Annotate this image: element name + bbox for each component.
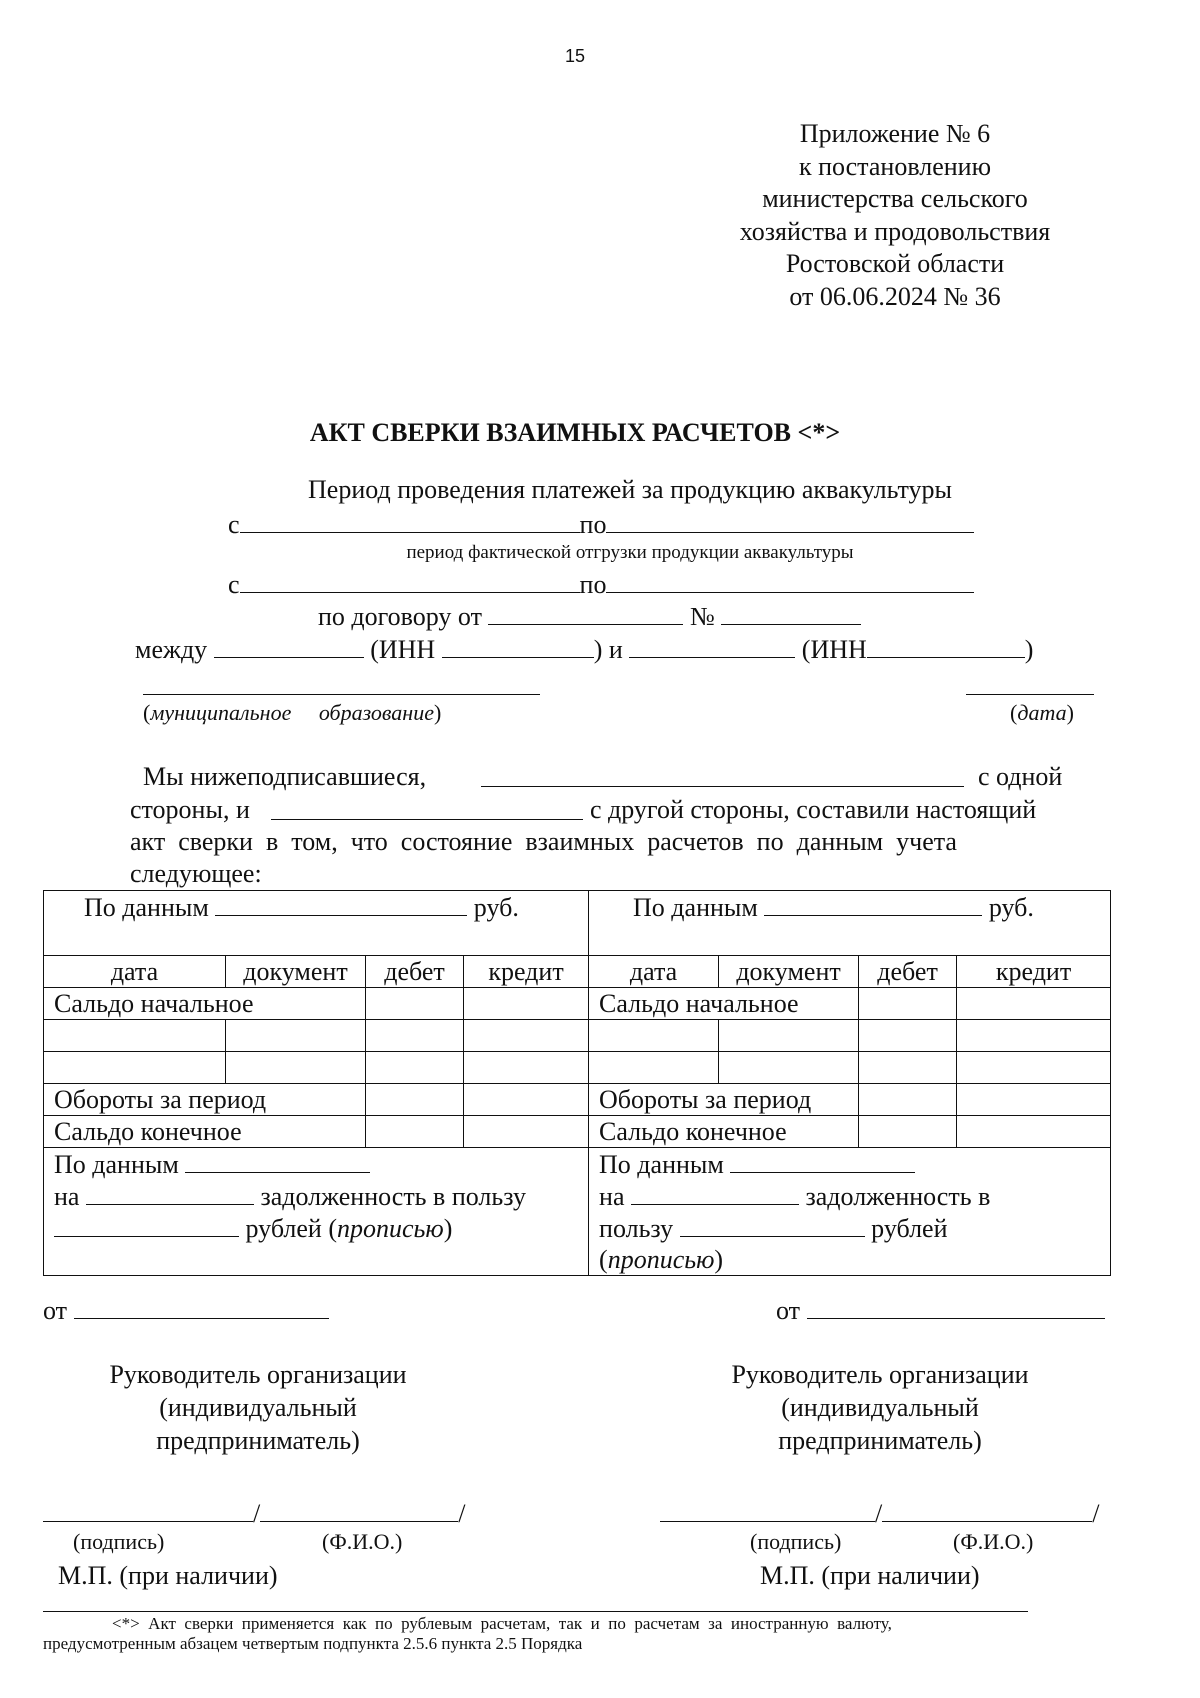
right-signature-row: / / [660,1497,1099,1530]
contract-label: по договору от [318,602,482,631]
table-row [44,988,1111,1020]
appendix-line: Приложение № 6 [799,119,991,148]
col-credit: кредит [464,956,589,988]
payments-from-field[interactable] [240,508,580,533]
cell[interactable] [589,1020,719,1052]
cell[interactable] [464,1020,589,1052]
payments-period-label: Период проведения платежей за продукцию аквакультуры [308,475,952,504]
appendix-line: к постановлению [798,151,992,181]
left-signature-row: / / [43,1497,465,1530]
appendix-line: Ростовской области [785,249,1005,278]
left-name-label: (Ф.И.О.) [322,1529,403,1554]
undersigned-party1-line[interactable] [481,786,964,787]
col-date: дата [589,956,719,988]
left-signature-field[interactable] [43,1497,253,1522]
close-paren: ) [1024,635,1034,664]
payments-to-field[interactable] [606,508,974,533]
municipality-note-text: муниципальное образование [150,700,434,725]
party2-field[interactable] [629,633,795,658]
cell[interactable] [464,1084,589,1116]
contract-row [318,600,861,633]
cell[interactable] [719,1052,859,1084]
cell[interactable] [464,1116,589,1148]
appendix-line: министерства сельского [762,184,1028,213]
reconciliation-table [43,890,1111,1276]
table-row [44,1020,1111,1052]
table-columns-row [44,956,1111,988]
intro-line1-end: с одной [978,762,1063,791]
opening-balance-label: Сальдо начальное [44,988,366,1020]
cell[interactable] [859,1020,957,1052]
closing-balance-label: Сальдо конечное [44,1116,366,1148]
footnote-separator [43,1611,1028,1612]
document-title: АКТ СВЕРКИ ВЗАИМНЫХ РАСЧЕТОВ <*> [309,418,841,447]
cell[interactable] [957,1116,1111,1148]
turnover-label: Обороты за период [589,1084,859,1116]
and-label: и [608,635,623,664]
right-stamp-note: М.П. (при наличии) [760,1561,980,1590]
intro-line3: акт сверки в том, что состояние взаимных расчетов по данным учета [130,827,957,856]
municipality-note: (муниципальное образование) [143,700,442,725]
date-note: (дата) [1010,700,1074,725]
right-date-field[interactable] [807,1294,1105,1319]
appendix-block [660,118,1130,313]
cell[interactable] [957,1084,1111,1116]
left-stamp-note: М.П. (при наличии) [58,1561,278,1590]
left-summary-org-field[interactable] [185,1148,370,1173]
cell[interactable] [859,1084,957,1116]
cell[interactable] [957,1052,1111,1084]
date-note-text: дата [1017,700,1067,725]
intro-line1-start: Мы нижеподписавшиеся, [143,762,427,791]
cell[interactable] [44,1020,226,1052]
cell[interactable] [44,1052,226,1084]
left-summary-date-field[interactable] [86,1180,254,1205]
right-signatory-title: Руководитель организации (индивидуальный предприниматель) [731,1360,1029,1455]
left-debt-summary: По данным на задолженность в пользу рублей (прописью) [44,1148,589,1276]
intro-line4: следующее: [130,859,262,888]
col-document: документ [719,956,859,988]
party1-field[interactable] [214,633,364,658]
shipment-to-field[interactable] [606,568,974,593]
cell[interactable] [957,988,1111,1020]
shipment-period-label: период фактической отгрузки продукции аквакультуры [406,542,854,563]
page-number: 15 [564,46,586,66]
closing-balance-label: Сальдо конечное [589,1116,859,1148]
right-summary-org-field[interactable] [730,1148,915,1173]
contract-number-field[interactable] [721,600,861,625]
col-debit: дебет [859,956,957,988]
cell[interactable] [366,1116,464,1148]
left-fio-field[interactable] [260,1497,458,1522]
right-date-row: от [776,1294,1105,1327]
from-label: с [228,570,240,599]
right-side-header: По данным руб. [589,891,1111,956]
table-row [44,1116,1111,1148]
date-line[interactable] [966,694,1094,695]
between-label: между [135,635,208,664]
intro-line2-end: с другой стороны, составили настоящий [590,795,1037,824]
shipment-from-field[interactable] [240,568,580,593]
cell[interactable] [719,1020,859,1052]
cell[interactable] [957,1020,1111,1052]
number-sign: № [689,602,715,631]
cell[interactable] [226,1052,366,1084]
left-org-field[interactable] [215,891,467,916]
right-debt-summary: По данным на задолженность в пользу рублей (прописью) [589,1148,1111,1276]
table-row [44,1052,1111,1084]
table-row [44,1084,1111,1116]
cell[interactable] [859,988,957,1020]
undersigned-party2-line[interactable] [271,819,583,820]
left-summary-beneficiary-field[interactable] [54,1212,239,1237]
parties-row [135,633,1033,666]
cell[interactable] [859,1116,957,1148]
right-summary-beneficiary-field[interactable] [680,1212,865,1237]
cell[interactable] [464,1052,589,1084]
right-org-field[interactable] [764,891,982,916]
right-fio-field[interactable] [882,1497,1092,1522]
party2-inn-field[interactable] [867,633,1025,658]
shipment-period-row [228,568,974,601]
inn-label: (ИНН [801,635,867,664]
to-label: по [579,570,607,599]
cell[interactable] [226,1020,366,1052]
col-credit: кредит [957,956,1111,988]
cell[interactable] [366,1020,464,1052]
from-label: с [228,510,240,539]
cell[interactable] [859,1052,957,1084]
appendix-line: хозяйства и продовольствия [739,216,1051,246]
footnote-line2: предусмотренным абзацем четвертым подпункта 2.5.6 пункта 2.5 Порядка [43,1634,583,1653]
cell[interactable] [366,988,464,1020]
left-date-field[interactable] [74,1294,329,1319]
payments-period-row [228,508,974,541]
col-document: документ [226,956,366,988]
contract-date-field[interactable] [488,600,683,625]
right-summary-date-field[interactable] [631,1180,799,1205]
appendix-line: от 06.06.2024 № 36 [789,281,1001,311]
cell[interactable] [366,1052,464,1084]
left-sign-label: (подпись) [73,1529,165,1554]
col-debit: дебет [366,956,464,988]
to-label: по [579,510,607,539]
opening-balance-label: Сальдо начальное [589,988,859,1020]
col-date: дата [44,956,226,988]
party1-inn-field[interactable] [442,633,594,658]
inn-label: (ИНН [370,635,436,664]
turnover-label: Обороты за период [44,1084,366,1116]
footnote-line1: <*> Акт сверки применяется как по рублевым расчетам, так и по расчетам за иностранную валюту, [112,1614,892,1633]
left-signatory-title: Руководитель организации (индивидуальный предприниматель) [109,1360,407,1455]
intro-line2-start: стороны, и [130,795,250,824]
right-signature-field[interactable] [660,1497,875,1522]
cell[interactable] [589,1052,719,1084]
close-paren: ) [593,635,603,664]
cell[interactable] [464,988,589,1020]
right-sign-label: (подпись) [750,1529,842,1554]
table-footer-row [44,1148,1111,1276]
right-name-label: (Ф.И.О.) [953,1529,1034,1554]
table-header-row [44,891,1111,956]
municipality-line[interactable] [143,694,540,695]
left-side-header: По данным руб. [44,891,589,956]
left-date-row: от [43,1294,329,1327]
cell[interactable] [366,1084,464,1116]
